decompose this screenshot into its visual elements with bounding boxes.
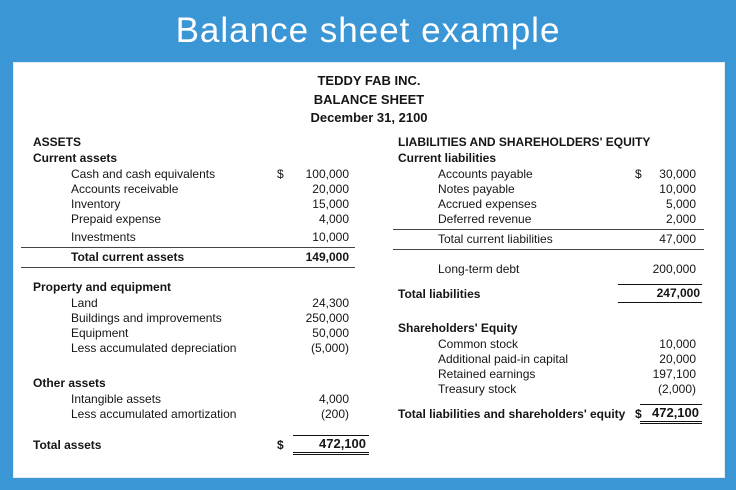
row-value: (200) xyxy=(320,407,349,421)
total-label: Total current assets xyxy=(71,250,185,264)
row-value: 10,000 xyxy=(312,230,349,244)
row-label: Treasury stock xyxy=(438,382,517,396)
grand-total-label: Total liabilities and shareholders' equity xyxy=(398,407,626,421)
rule-single xyxy=(21,267,355,268)
row-label: Accounts receivable xyxy=(71,182,179,196)
row-label: Less accumulated amortization xyxy=(71,407,237,421)
row-label: Land xyxy=(71,296,98,310)
table-row xyxy=(21,212,355,227)
table-row xyxy=(21,182,355,197)
row-value: 15,000 xyxy=(312,197,349,211)
total-liabilities-row xyxy=(393,287,704,309)
table-row xyxy=(21,167,355,182)
title-banner xyxy=(0,0,736,62)
total-row xyxy=(21,250,355,265)
assets-column xyxy=(21,135,366,460)
table-row xyxy=(21,341,355,356)
row-value: 4,000 xyxy=(318,212,349,226)
row-label: Deferred revenue xyxy=(438,212,532,226)
other-assets-heading: Other assets xyxy=(33,376,106,390)
table-row xyxy=(21,326,355,341)
row-label: Less accumulated depreciation xyxy=(71,341,237,355)
statement-title: BALANCE SHEET xyxy=(313,91,425,107)
liabilities-column xyxy=(393,135,704,429)
table-row xyxy=(393,382,704,397)
liabilities-section-title: LIABILITIES AND SHAREHOLDERS' EQUITY xyxy=(398,135,651,149)
row-label: Cash and cash equivalents xyxy=(71,167,216,181)
total-value: 47,000 xyxy=(659,232,696,246)
currency-symbol: $ xyxy=(277,167,284,181)
rule-single xyxy=(393,249,704,250)
row-value: 2,000 xyxy=(665,212,696,226)
assets-section-title: ASSETS xyxy=(33,135,82,149)
grand-total-label: Total assets xyxy=(33,438,102,452)
table-row xyxy=(393,367,704,382)
row-label: Additional paid-in capital xyxy=(438,352,569,366)
row-label: Retained earnings xyxy=(438,367,536,381)
document-header xyxy=(14,63,724,128)
row-value: 100,000 xyxy=(305,167,349,181)
row-label: Buildings and improvements xyxy=(71,311,222,325)
row-value: (5,000) xyxy=(310,341,349,355)
total-label: Total current liabilities xyxy=(438,232,553,246)
row-value: 250,000 xyxy=(305,311,349,325)
row-label: Common stock xyxy=(438,337,519,351)
row-label: Inventory xyxy=(71,197,121,211)
grand-total-value: 472,100 xyxy=(640,404,702,424)
row-value: 50,000 xyxy=(312,326,349,340)
balance-sheet-document xyxy=(13,62,725,478)
table-row xyxy=(393,337,704,352)
row-value: 20,000 xyxy=(659,352,696,366)
row-label: Notes payable xyxy=(438,182,515,196)
currency-symbol: $ xyxy=(635,167,642,181)
row-value: 24,300 xyxy=(312,296,349,310)
currency-symbol: $ xyxy=(635,407,642,421)
row-label: Investments xyxy=(71,230,136,244)
grand-total-value: 472,100 xyxy=(293,435,369,455)
row-label: Accrued expenses xyxy=(438,197,537,211)
table-row xyxy=(21,230,355,245)
row-label: Prepaid expense xyxy=(71,212,162,226)
table-row xyxy=(393,212,704,227)
shareholders-equity-heading: Shareholders' Equity xyxy=(398,321,518,335)
total-liabilities-value: 247,000 xyxy=(618,284,702,303)
table-row xyxy=(21,197,355,212)
total-row xyxy=(393,232,704,247)
table-row xyxy=(21,296,355,311)
row-value: (2,000) xyxy=(657,382,696,396)
total-liabilities-label: Total liabilities xyxy=(398,287,481,301)
currency-symbol: $ xyxy=(277,438,284,452)
rule-single xyxy=(393,229,704,230)
table-row xyxy=(21,392,355,407)
row-value: 200,000 xyxy=(652,262,696,276)
row-value: 20,000 xyxy=(312,182,349,196)
current-assets-heading: Current assets xyxy=(33,151,118,165)
row-label: Equipment xyxy=(71,326,129,340)
row-label: Long-term debt xyxy=(438,262,520,276)
row-value: 10,000 xyxy=(659,182,696,196)
current-liabilities-heading: Current liabilities xyxy=(398,151,497,165)
ppe-heading: Property and equipment xyxy=(33,280,172,294)
table-row xyxy=(21,311,355,326)
table-row xyxy=(21,407,355,422)
row-label: Intangible assets xyxy=(71,392,162,406)
row-label: Accounts payable xyxy=(438,167,533,181)
grand-total-row xyxy=(393,407,704,429)
table-row xyxy=(393,262,704,277)
table-row xyxy=(393,197,704,212)
statement-date: December 31, 2100 xyxy=(310,110,428,125)
company-name: TEDDY FAB INC. xyxy=(317,73,421,88)
total-value: 149,000 xyxy=(305,250,349,264)
table-row xyxy=(393,167,704,182)
row-value: 10,000 xyxy=(659,337,696,351)
row-value: 5,000 xyxy=(665,197,696,211)
row-value: 30,000 xyxy=(659,167,696,181)
table-row xyxy=(393,182,704,197)
page-title: Balance sheet example xyxy=(175,11,561,50)
rule-single xyxy=(21,247,355,248)
table-row xyxy=(393,352,704,367)
row-value: 4,000 xyxy=(318,392,349,406)
row-value: 197,100 xyxy=(652,367,696,381)
grand-total-row xyxy=(21,436,366,460)
